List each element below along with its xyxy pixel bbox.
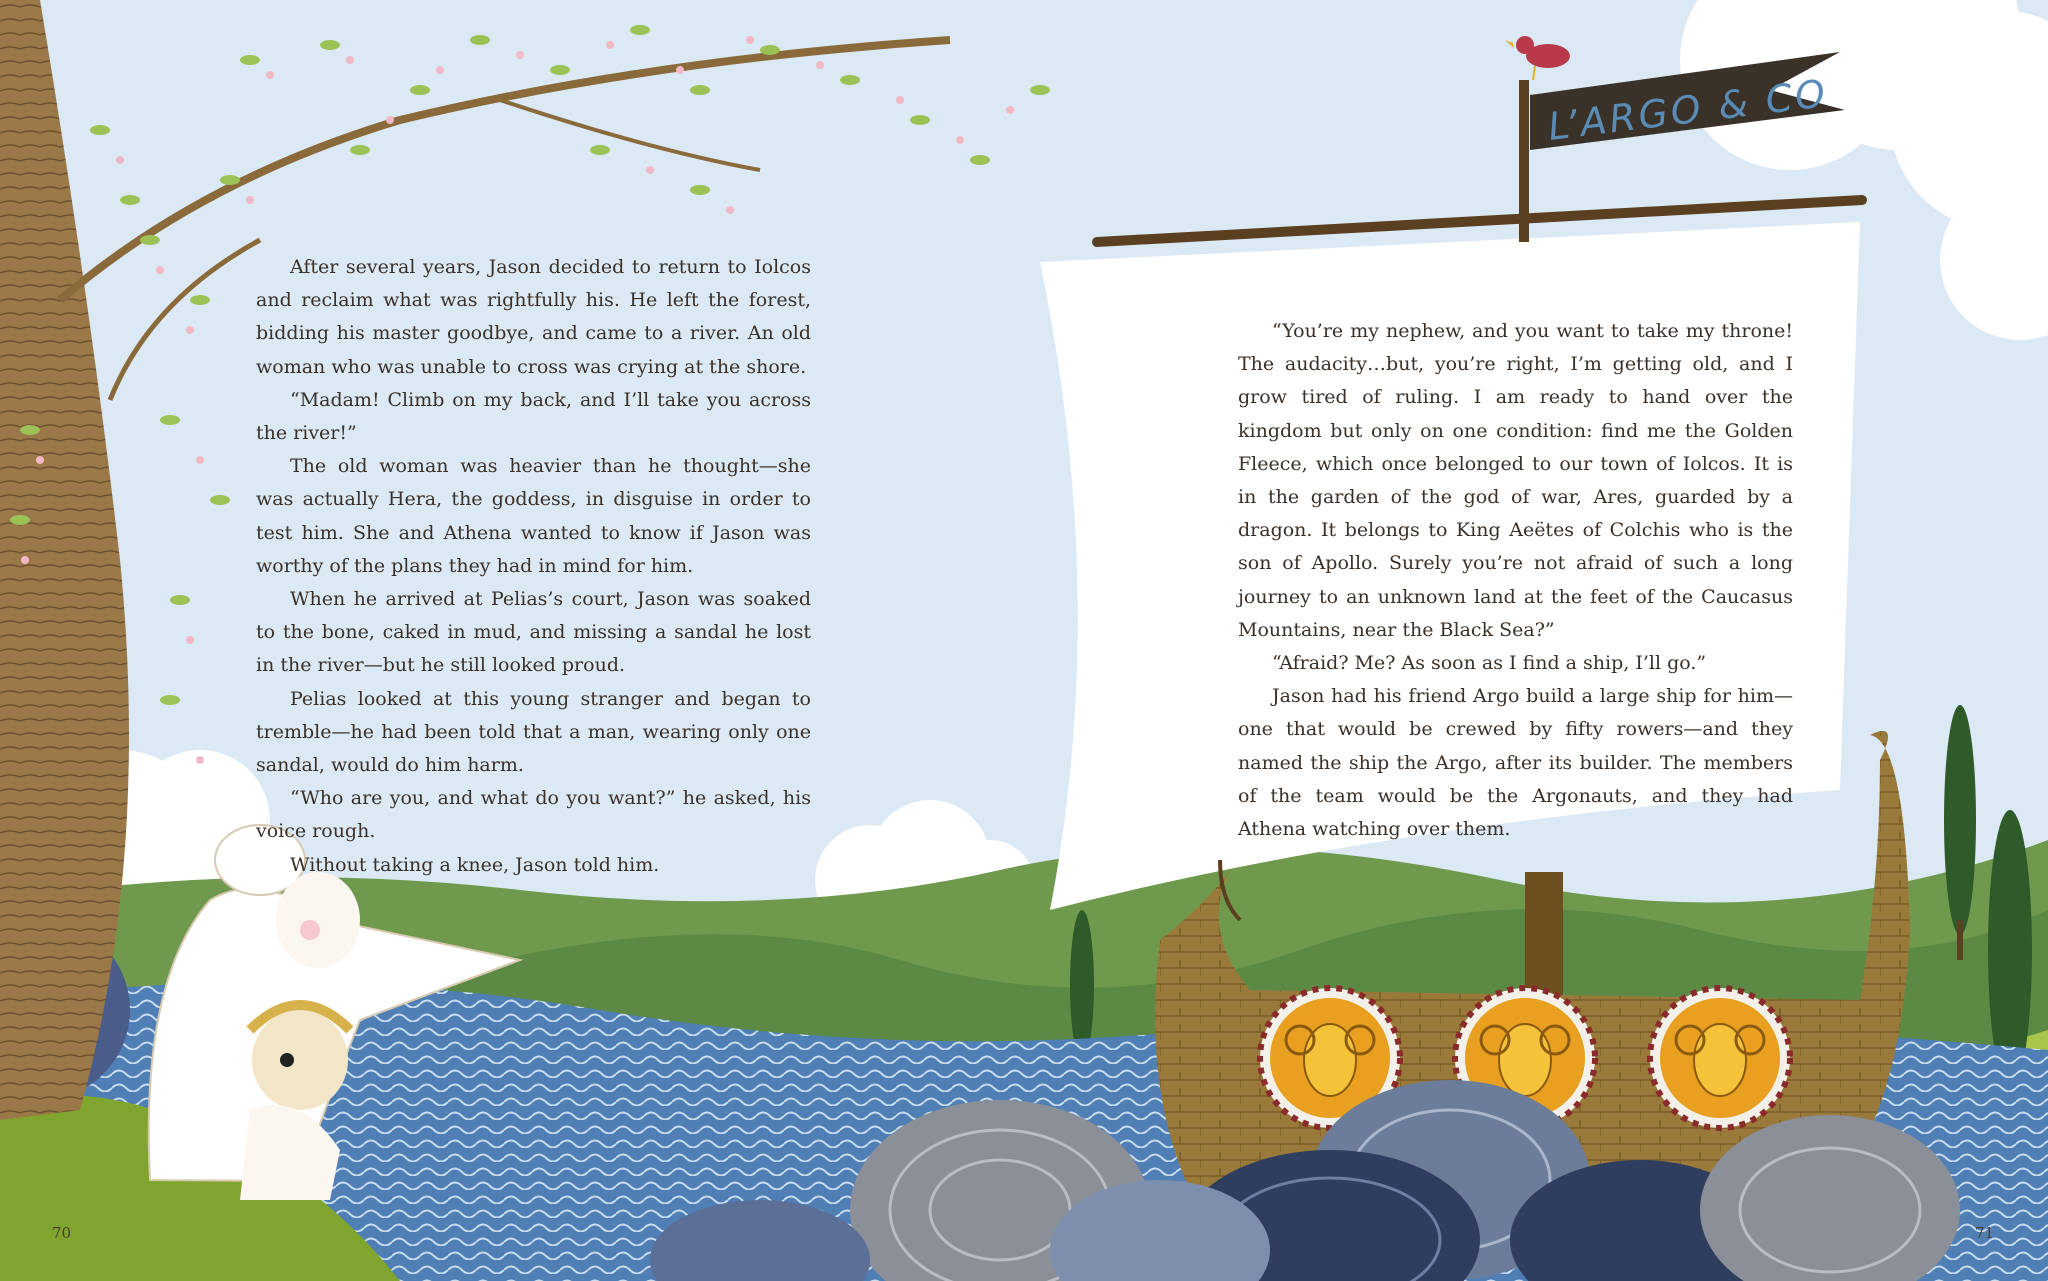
left-page-text: [256, 251, 811, 882]
paragraph: “Who are you, and what do you want?” he asked, his voice rough.: [256, 787, 811, 843]
page-number-right: 71: [1975, 1224, 1995, 1242]
paragraph: “Afraid? Me? As soon as I find a ship, I’ll go.”: [1272, 652, 1707, 675]
paragraph: When he arrived at Pelias’s court, Jason was soaked to the bone, caked in mud, and missing a sandal he lost in the river—but he still looked proud.: [256, 588, 811, 677]
paragraph: Pelias looked at this young stranger and began to tremble—he had been told that a man, wearing only one sandal, would do him harm.: [256, 687, 811, 777]
paragraph: “You’re my nephew, and you want to take my throne! The audacity…but, you’re right, I’m getting old, and I grow tired of ruling. I am ready to hand over the kingdom but only on one condition: find me the Golden Fleece, which once belonged to our town of Iolcos. It is in the garden of the god of war, Ares, guarded by a dragon. It belongs to King Aeëtes of Colchis who is the son of Apollo. Surely you’re not afraid of such a long journey to an unknown land at the feet of the Caucasus Mountains, near the Black Sea?”: [1238, 320, 1793, 641]
paragraph: After several years, Jason decided to return to Iolcos and reclaim what was rightfully his. He left the forest, bidding his master goodbye, and came to a river. An old woman who was unable to cross was crying at the shore.: [256, 256, 811, 378]
paragraph: Without taking a knee, Jason told him.: [290, 853, 660, 876]
paragraph: Jason had his friend Argo build a large ship for him—one that would be crewed by fifty rowers—and they named the ship the Argo, after its builder. The members of the team would be the Argonauts, and they had Athena watching over them.: [1238, 685, 1793, 841]
page-number-left: 70: [52, 1224, 72, 1242]
flag-label: L’ARGO & CO: [1545, 70, 1831, 149]
paragraph: “Madam! Climb on my back, and I’ll take you across the river!”: [256, 388, 811, 445]
ram-shield-icon: [1650, 988, 1790, 1128]
mast-top: [1519, 80, 1529, 242]
paragraph: The old woman was heavier than he thought—she was actually Hera, the goddess, in disguise in order to test him. She and Athena wanted to know if Jason was worthy of the plans they had in mind for him.: [256, 455, 811, 577]
right-page-text: [1238, 315, 1793, 846]
